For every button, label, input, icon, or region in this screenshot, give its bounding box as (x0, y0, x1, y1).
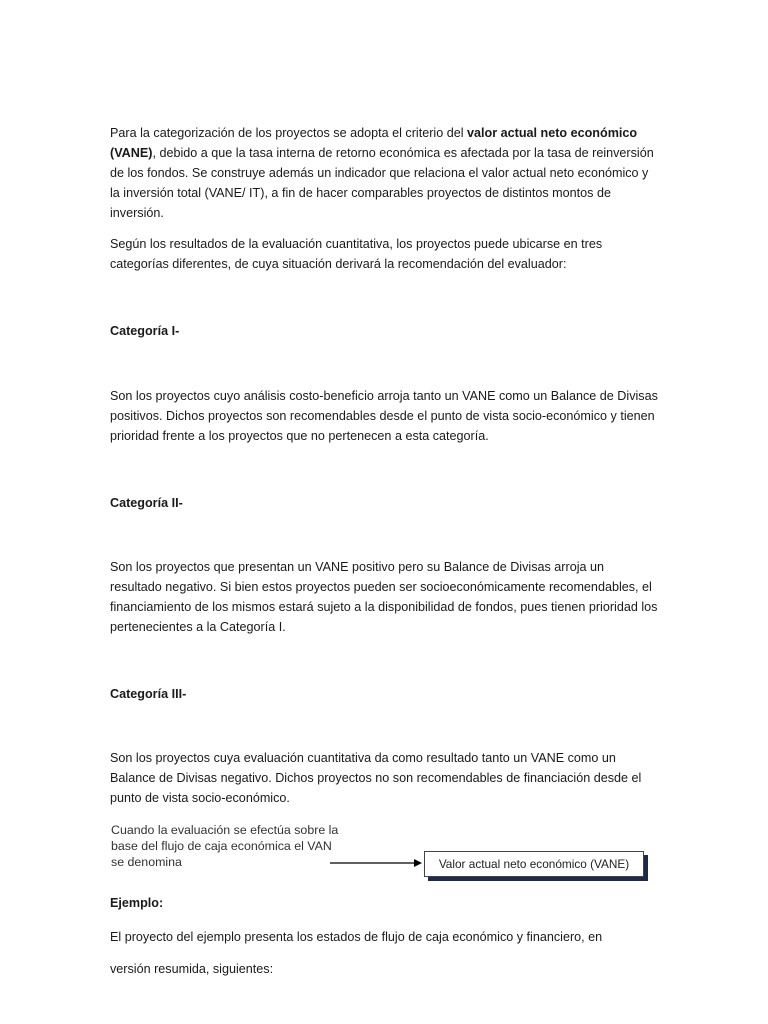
example-line-2: versión resumida, siguientes: (110, 962, 274, 976)
results-paragraph: Según los resultados de la evaluación cuantitativa, los proyectos puede ubicarse en tres categorías diferentes, de cuya situación derivará la recomendación del evaluador: (110, 237, 603, 271)
category-2-paragraph: Son los proyectos que presentan un VANE positivo pero su Balance de Divisas arroja un resultado negativo. Si bien estos proyectos pueden ser socioeconómicamente recomendables, el financiamiento de los mismos estará sujeto a la disponibilidad de fondos, pues tienen prioridad los pertenecientes a la Categoría I. (110, 560, 658, 634)
figure-caption: Cuando la evaluación se efectúa sobre la base del flujo de caja económica el VAN se denomina (111, 823, 339, 869)
intro-text-end: , debido a que la tasa interna de retorno económica es afectada por la tasa de reinversión de los fondos. Se construye además un indicador que relaciona el valor actual neto económico y la inversión total (VANE/ IT), a fin de hacer comparables proyectos de distintos montos de inversión. (110, 146, 654, 220)
intro-text-start: Para la categorización de los proyectos se adopta el criterio del (110, 126, 468, 140)
vane-label-box: Valor actual neto económico (VANE) (424, 851, 644, 877)
category-1-heading: Categoría I- (110, 324, 180, 338)
category-1-paragraph: Son los proyectos cuyo análisis costo-beneficio arroja tanto un VANE como un Balance de Divisas positivos. Dichos proyectos son recomendables desde el punto de vista socio-económico y tienen prioridad frente a los proyectos que no pertenecen a esta categoría. (110, 389, 658, 443)
category-3-heading: Categoría III- (110, 687, 187, 701)
example-line-1: El proyecto del ejemplo presenta los estados de flujo de caja económico y financiero, en (110, 930, 603, 944)
category-3-paragraph: Son los proyectos cuya evaluación cuantitativa da como resultado tanto un VANE como un Balance de Divisas negativo. Dichos proyectos no son recomendables de financiación desde el punto de vista socio-económico. (110, 751, 642, 805)
arrow-right-icon (328, 856, 424, 870)
category-2-heading: Categoría II- (110, 496, 183, 510)
example-heading: Ejemplo: (110, 896, 164, 910)
intro-bold-term: valor actual neto económico (VANE) (110, 126, 638, 160)
intro-paragraph (110, 123, 658, 223)
